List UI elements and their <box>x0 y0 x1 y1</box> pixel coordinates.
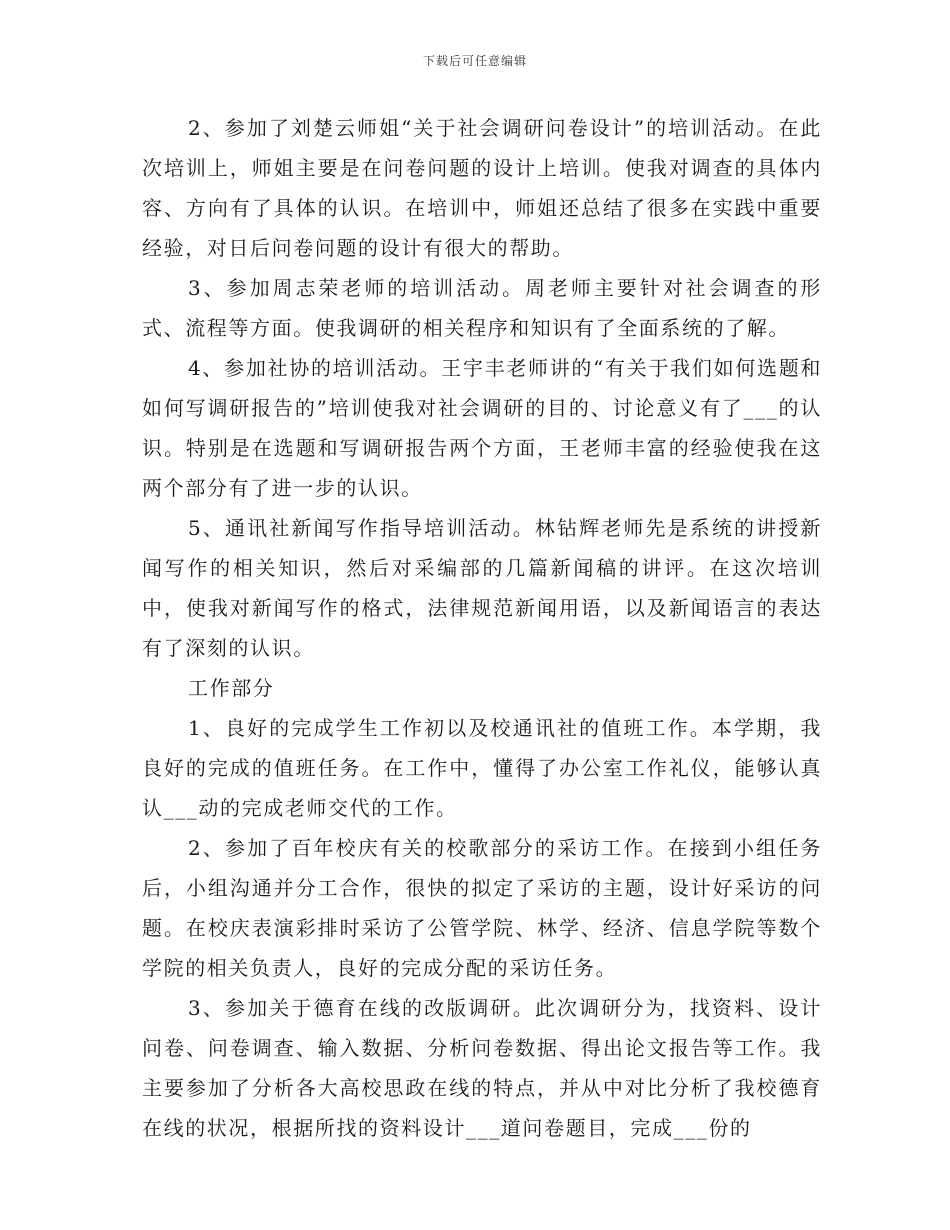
paragraph-work-2: 2、参加了百年校庆有关的校歌部分的采访工作。在接到小组任务后，小组沟通并分工合作，很快的拟定了采访的主题，设计好采访的问题。在校庆表演彩排时采访了公管学院、林学、经济、信息学院等数个学院的相关负责人，良好的完成分配的采访任务。 <box>142 836 822 980</box>
paragraph-work-3: 3、参加关于德育在线的改版调研。此次调研分为，找资料、设计问卷、问卷调查、输入数据、分析问卷数据、得出论文报告等工作。我主要参加了分析各大高校思政在线的特点，并从中对比分析了我校德育在线的状况，根据所找的资料设计___道问卷题目，完成___份的 <box>142 996 822 1140</box>
section-heading-work: 工作部分 <box>188 676 275 700</box>
paragraph-training-4: 4、参加社协的培训活动。王宇丰老师讲的“有关于我们如何选题和如何写调研报告的”培训使我对社会调研的目的、讨论意义有了___的认识。特别是在选题和写调研报告两个方面，王老师丰富的经验使我在这两个部分有了进一步的认识。 <box>142 356 822 500</box>
paragraph-training-5: 5、通讯社新闻写作指导培训活动。林钻辉老师先是系统的讲授新闻写作的相关知识，然后对采编部的几篇新闻稿的讲评。在这次培训中，使我对新闻写作的格式，法律规范新闻用语，以及新闻语言的表达有了深刻的认识。 <box>142 516 822 660</box>
paragraph-training-2: 2、参加了刘楚云师姐“关于社会调研问卷设计”的培训活动。在此次培训上，师姐主要是在问卷问题的设计上培训。使我对调查的具体内容、方向有了具体的认识。在培训中，师姐还总结了很多在实践中重要经验，对日后问卷问题的设计有很大的帮助。 <box>142 116 822 260</box>
document-body <box>142 108 822 1148</box>
paragraph-work-1: 1、良好的完成学生工作初以及校通讯社的值班工作。本学期，我良好的完成的值班任务。在工作中，懂得了办公室工作礼仪，能够认真认___动的完成老师交代的工作。 <box>142 716 822 820</box>
page-header: 下载后可任意编辑 <box>422 54 527 68</box>
paragraph-training-3: 3、参加周志荣老师的培训活动。周老师主要针对社会调查的形式、流程等方面。使我调研的相关程序和知识有了全面系统的了解。 <box>142 276 822 340</box>
